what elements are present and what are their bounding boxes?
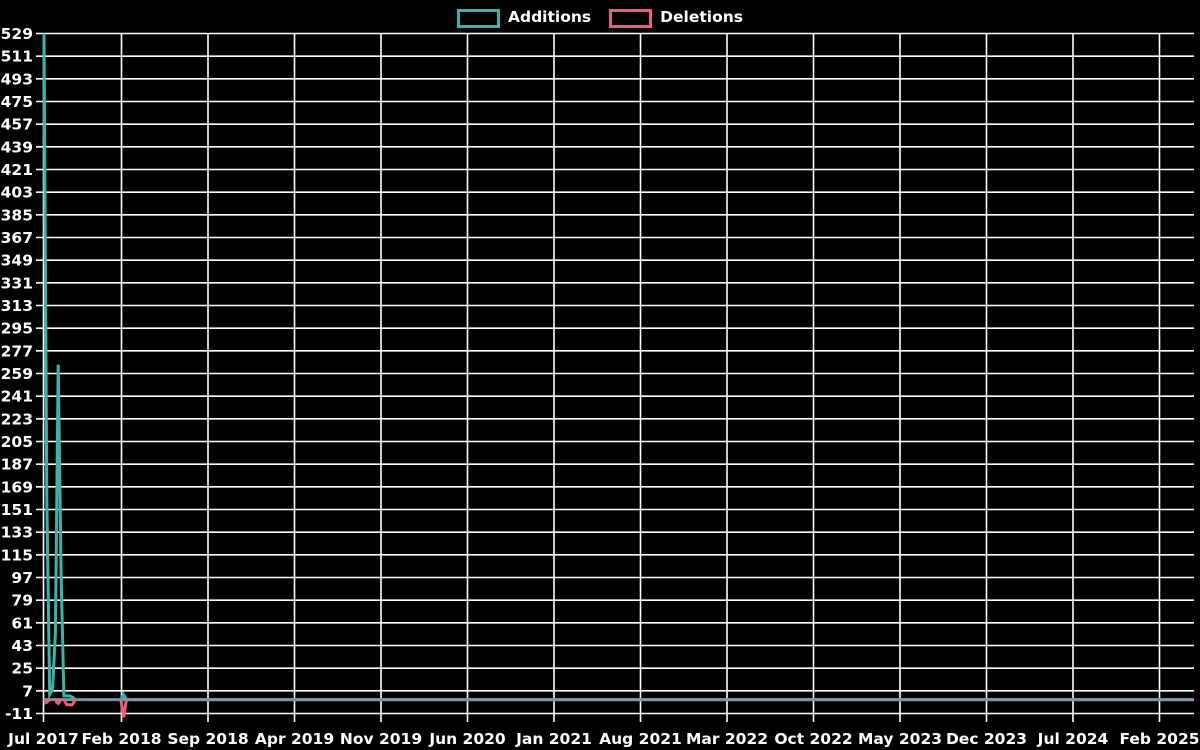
y-tick-label: 475 [0, 93, 33, 111]
x-axis-labels [7, 730, 1199, 748]
x-tick-label: Jul 2017 [8, 730, 79, 748]
x-tick-label: Mar 2022 [685, 730, 769, 748]
y-tick-label: 97 [11, 569, 33, 587]
axis-ticks [44, 34, 1160, 723]
grid-lines [36, 34, 1194, 714]
y-tick-label: 61 [11, 614, 33, 633]
deletions-legend-label: Deletions [660, 8, 743, 27]
y-tick-label: 151 [0, 501, 33, 519]
y-tick-label: 205 [0, 433, 33, 451]
x-tick-label: Sep 2018 [167, 730, 249, 748]
y-tick-label: 385 [0, 206, 33, 225]
x-tick-label: Jan 2021 [516, 730, 592, 748]
y-tick-label: 403 [0, 183, 33, 202]
x-tick-label: Jul 2024 [1037, 730, 1109, 748]
y-tick-label: 133 [0, 523, 33, 542]
y-tick-label: 349 [0, 251, 33, 270]
y-tick-label: 439 [0, 138, 33, 157]
x-tick-label: Feb 2025 [1119, 730, 1200, 748]
y-tick-label: 259 [0, 365, 33, 383]
x-tick-label: Oct 2022 [774, 730, 853, 748]
y-tick-label: 169 [0, 478, 33, 497]
y-tick-label: 457 [0, 115, 33, 134]
y-tick-label: 7 [22, 682, 33, 701]
y-tick-label: 331 [0, 274, 33, 293]
x-tick-label: Jun 2020 [429, 730, 506, 748]
y-tick-label: 511 [0, 47, 33, 66]
x-tick-label: Apr 2019 [254, 730, 335, 748]
y-tick-label: 43 [11, 637, 33, 655]
y-axis-labels [1, 25, 33, 723]
y-tick-label: 187 [0, 455, 33, 474]
additions-legend-label: Additions [508, 8, 592, 27]
y-tick-label: 241 [0, 387, 33, 406]
x-tick-label: Feb 2018 [81, 730, 162, 748]
y-tick-label: 295 [0, 319, 33, 338]
y-tick-label: 277 [0, 342, 33, 361]
data-series [44, 34, 1195, 718]
x-tick-label: May 2023 [857, 730, 943, 748]
y-tick-label: 367 [0, 229, 33, 247]
y-tick-label: -11 [4, 705, 33, 723]
y-tick-label: 79 [11, 591, 33, 610]
y-tick-label: 25 [11, 659, 33, 678]
y-tick-label: 223 [0, 410, 33, 429]
y-tick-label: 529 [0, 25, 33, 43]
x-tick-label: Aug 2021 [599, 730, 682, 748]
x-tick-label: Nov 2019 [339, 730, 423, 748]
y-tick-label: 493 [0, 70, 33, 89]
y-tick-label: 115 [0, 546, 33, 565]
y-tick-label: 313 [0, 297, 33, 315]
x-tick-label: Dec 2023 [945, 730, 1028, 748]
y-tick-label: 421 [0, 161, 33, 179]
